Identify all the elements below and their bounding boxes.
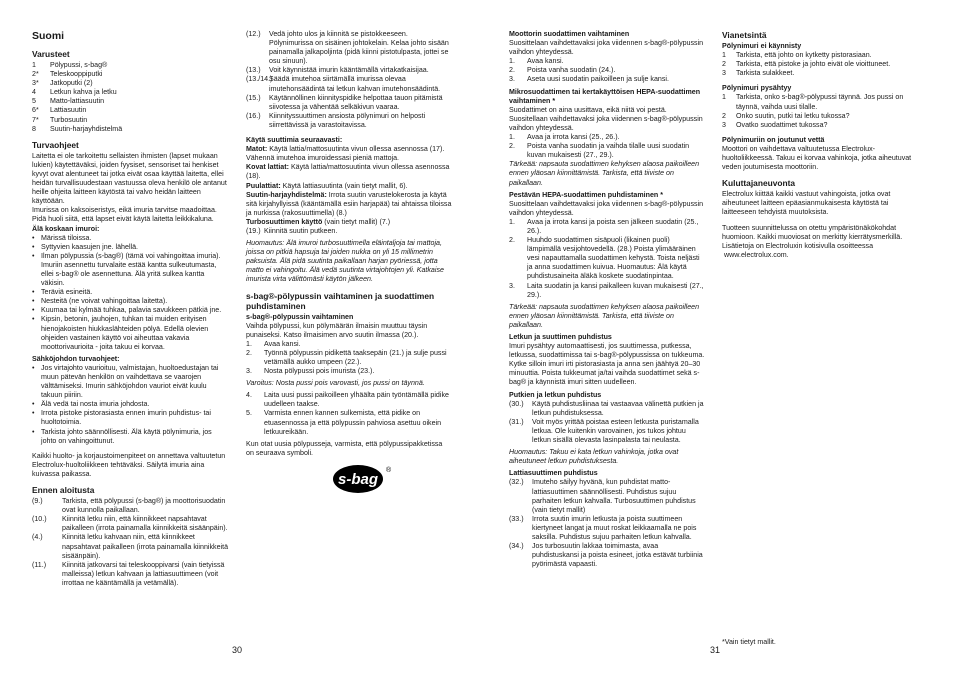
moottori-heading: Moottorin suodattimen vaihtaminen: [509, 30, 630, 38]
item-text: Poista vanha suodatin ja vaihda tilalle uusi suodatin kuvan mukaisesti (27., 29.).: [527, 142, 690, 160]
item-text: Laita uusi pussi paikoilleen ylhäälta päin työntämällä pidike uudelleen taakse.: [264, 391, 449, 409]
list-item: [722, 51, 922, 60]
item-text: Avaa kansi.: [527, 57, 564, 66]
item-number: 1: [32, 61, 36, 69]
item-text: Käytä puhdistusliinaa tai vastaavaa välinettä putkien ja letkun puhdistuksessa.: [532, 399, 704, 417]
list-item: [246, 391, 452, 409]
bullet-text: Syttyvien kaasujen jne. lähellä.: [41, 242, 139, 251]
item-text: Matto-lattiasuutin: [50, 97, 105, 106]
item-text: Vedä johto ulos ja kiinnitä se pistokkeeseen. Pölynimurissa on sisäinen johtokelain. Kelaa johto sisään painamalla jalkapoljinta (pidä kiinni pistotulpasta, jottei se osu sinuun).: [269, 30, 449, 66]
sbag-end-paragraph: Kun otat uusia pölypusseja, varmista, että pölypussipakketissa on seuraava symboli.: [246, 439, 443, 457]
list-item: [509, 236, 705, 281]
turbo-step: [246, 227, 452, 236]
list-item: [32, 497, 228, 515]
nozzle-usage-text: (vain tietyt mallit) (7.): [322, 217, 391, 226]
item-number: 8: [32, 124, 36, 133]
item-text: Suutin-harjayhdistelmä: [50, 124, 123, 133]
sbag-paragraph: Vaihda pölypussi, kun pölymäärän ilmaisin muuttuu täysin punaiseksi. Katso ilmaisimen arvo suutin ilmassa (20.).: [246, 321, 428, 339]
item-text: Letkun kahva ja letku: [50, 88, 117, 97]
item-number: 1.: [246, 339, 252, 348]
item-text: Käytännöllinen kiinnityspidike helpottaa tauon pitämistä siivotessa ja vähentää selkäkivun vaaraa.: [269, 93, 443, 111]
item-number: 7*: [32, 115, 39, 124]
putkien-note: Huomautus: Takuu ei kata letkun vahinkoja, jotka ovat aiheutuneet letkun puhdistuksesta.: [509, 448, 679, 466]
item-number: (10.): [32, 515, 47, 524]
bullet-item: [32, 243, 228, 252]
item-text: Voit käynnistää imurin kääntämällä virtakatkaisijaa.: [269, 66, 429, 75]
step-number: (19.): [246, 226, 261, 235]
item-number: (15.): [246, 93, 261, 102]
item-number: 5: [32, 97, 36, 106]
item-number: (32.): [509, 478, 524, 487]
column-2: [246, 30, 452, 499]
putkien-steps: [509, 400, 705, 445]
mikro-note: Tärkeää: napsauta suodattimen kehyksen alaosa paikoilleen ennen yläosan kiinnittämistä. Tarkista, että tiiviste on paikallaan.: [509, 160, 700, 187]
page-number-left: 30: [232, 645, 243, 655]
bullet-text: Älä vedä tai nosta imuria johdosta.: [41, 400, 150, 409]
bullet-text: Kuumaa tai kylmää tuhkaa, palavia savukkeen pätkiä jne.: [41, 306, 222, 315]
item-text: Kiinnitä jatkovarsi tai teleskooppivarsi (vain tietyissä malleissa) letkun kahvaan ja lattiasuuttimeen (voit irrottaa ne kääntämällä ja vetämällä).: [62, 560, 225, 587]
nozzle-usage-item: [246, 145, 452, 163]
item-text: Imuteho säilyy hyvänä, kun puhdistat matto-lattiasuuttimen säännöllisesti. Puhdistus sujuu parhaiten letkun kahvalla. Turbosuuttimen puhdistus (vain tietyt mallit): [532, 478, 696, 514]
list-item: [509, 542, 705, 569]
s-bag-logo: [328, 462, 406, 496]
huomautus-note: Huomautus: Älä imuroi turbosuuttimella eläintaljoja tai mattoja, joissa on pitkiä hapsuja tai joiden nukka on yli 15 millimetrin paksuista. Älä pidä suutinta paikallaan harjan pyöriessä, jotta matto ei vahingoitu. Älä vedä suutinta virtajohtojen yli. Katkaise imurista virta välittömästi käytön jälkeen.: [246, 239, 444, 284]
nozzle-usage-item: [246, 182, 452, 191]
ennen-list: [32, 497, 228, 588]
item-number: 1: [722, 51, 726, 60]
item-number: (16.): [246, 111, 261, 120]
nozzle-usage-label: Matot:: [246, 145, 268, 154]
item-text: Laita suodatin ja kansi paikalleen kuvan mukaisesti (27., 29.).: [527, 281, 704, 299]
moottori-paragraph: Suosittelaan vaihdettavaksi joka viidennen s-bag®-pölypussin vaihdon yhteydessä.: [509, 39, 704, 57]
list-item: [722, 112, 922, 121]
item-number: (13.): [246, 66, 261, 75]
list-item: [32, 79, 228, 88]
bullet-item: [32, 409, 228, 427]
varusteet-list: [32, 61, 228, 134]
bullet-item: [32, 315, 228, 351]
hepa-paragraph: Suosittelaan vaihdettavaksi joka viidennen s-bag®-pölypussin vaihdon yhteydessä.: [509, 199, 704, 217]
item-number: 2: [722, 111, 726, 120]
item-text: Irrota suutin imurin letkusta ja poista suuttimeen kiertyneet langat ja muut roskat leikkaamalla ne pois saksilla. Puhdistus sujuu parhaiten letkun kahvalla.: [532, 514, 697, 541]
list-item: [509, 400, 705, 418]
ei-kaynnisty-heading: Pölynimuri ei käynnisty: [722, 42, 802, 50]
steps-list: [246, 30, 452, 130]
nozzle-usage-label: Suutin-harjayhdistelmä:: [246, 190, 327, 199]
item-number: 4.: [246, 391, 252, 400]
vetta-paragraph: Moottori on vaihdettava valtuutetussa Electrolux-huoltoliikkeessä. Takuu ei korvaa vahinkoja, jotka aiheutuvat veden joutumisesta moottoriin.: [722, 144, 912, 172]
step-text: Kiinnitä suutin putkeen.: [264, 226, 338, 235]
page-title: Suomi: [32, 30, 65, 42]
item-text: Avaa kansi.: [264, 339, 301, 348]
list-item: [509, 57, 705, 66]
ala-koskaan-list: [32, 234, 228, 352]
kaikki-paragraph: Kaikki huolto- ja korjaustoimenpiteet on annettava valtuutetun Electrolux-huoltoliikkeen tehtäväksi. Säilytä imuria aina kuivassa paikassa.: [32, 451, 226, 478]
item-text: Aseta uusi suodatin paikoilleen ja sulje kansi.: [527, 75, 669, 84]
list-item: [722, 69, 922, 78]
suuttimia-heading: Käytä suuttimia seuraavasti:: [246, 136, 343, 145]
bullet-item: [32, 306, 228, 315]
bullet-item: [32, 428, 228, 446]
item-text: Avaa ja irrota kansi (25., 26.).: [527, 133, 620, 142]
lattia-steps: [509, 478, 705, 569]
item-number: (9.): [32, 497, 43, 506]
item-number: 1.: [509, 133, 515, 142]
item-number: 5.: [246, 409, 252, 418]
bullet-icon: •: [32, 251, 35, 260]
list-item: [32, 125, 228, 134]
item-number: 2.: [509, 236, 515, 245]
sbag-steps-2: [246, 391, 452, 436]
kuluttaja-paragraph: Electrolux kiittää kaikki vastuut vahingoista, jotka ovat aiheutuneet laitteen epäasianmukaisesta käytöstä tai laitteeseen tehdyistä muutoksista.: [722, 190, 891, 217]
list-item: [246, 409, 452, 436]
nozzle-usage-text: Käytä lattiasuutinta (vain tietyt mallit, 6).: [280, 181, 408, 190]
item-text: Tarkista, onko s-bag®-pölypussi täynnä. Jos pussi on täynnä, vaihda uusi tilalle.: [736, 93, 904, 111]
list-item: [722, 60, 922, 69]
column-3: [509, 30, 705, 569]
item-number: (31.): [509, 417, 524, 426]
lattia-heading: Lattiasuuttimen puhdistus: [509, 469, 598, 478]
item-number: (30.): [509, 399, 524, 408]
nozzle-usage-label: Turbosuuttimen käyttö: [246, 217, 323, 226]
bullet-item: [32, 288, 228, 297]
list-item: [509, 418, 705, 445]
list-item: [32, 97, 228, 106]
item-text: Voit myös yrittää poistaa esteen letkusta puristamalla letkua. Ole kuitenkin varovainen, jos tukos johtuu letkun sisällä olevasta lasinpalasta tai neulasta.: [532, 417, 699, 445]
bullet-icon: •: [32, 306, 35, 315]
putkien-heading: Putkien ja letkun puhdistus: [509, 390, 602, 399]
list-item: [509, 515, 705, 542]
kuluttaja-heading: Kuluttajaneuvonta: [722, 178, 796, 189]
hepa-heading: Pestävän HEPA-suodattimen puhdistaminen *: [509, 190, 663, 199]
sbag-warning: Varoitus: Nosta pussi pois varovasti, jos pussi on täynnä.: [246, 379, 425, 388]
item-text: Pölypussi, s-bag®: [50, 61, 108, 69]
ennen-heading: Ennen aloitusta: [32, 485, 95, 496]
item-text: Tarkista sulakkeet.: [736, 69, 795, 78]
item-number: 3.: [246, 367, 252, 376]
item-number: (12.): [246, 30, 261, 38]
bullet-icon: •: [32, 242, 35, 251]
item-number: 1.: [509, 57, 515, 66]
item-text: Kiinnityssuuttimen ansiosta pölynimuri on helposti siirrettävissä ja varastoitavissa.: [269, 111, 426, 129]
item-text: Nosta pölypussi pois imurista (23.).: [264, 367, 375, 376]
bullet-item: [32, 400, 228, 409]
list-item: [509, 66, 705, 75]
bullet-text: Irrota pistoke pistorasiasta ennen imurin puhdistus- tai huoltotoimia.: [41, 409, 211, 427]
list-item: [32, 561, 228, 588]
bullet-text: Ilman pölypussia (s-bag®) (tämä voi vahingoittaa imuria). Imuriin asennettu turvalaite estää kantta sulkeutumasta, ellei s-bag® ole asennettuna. Älä yritä sulkea kantta väkisin.: [41, 251, 221, 288]
bullet-icon: •: [32, 409, 35, 418]
mikro-steps: [509, 133, 705, 160]
item-number: 2.: [246, 348, 252, 357]
list-item: [246, 340, 452, 349]
pysahtyy-list: [722, 93, 922, 129]
turvaohjeet-heading: Turvaohjeet: [32, 139, 79, 150]
list-item: [246, 30, 452, 66]
list-item: [246, 66, 452, 75]
item-number: 3.: [509, 75, 515, 84]
list-item: [32, 116, 228, 125]
letkun-heading: Letkun ja suuttimen puhdistus: [509, 333, 612, 341]
vianetsinta-heading: Vianetsintä: [722, 30, 767, 40]
sahko-heading: Sähköjohdon turvaohjeet:: [32, 354, 120, 363]
letkun-paragraph: Imuri pysähtyy automaattisesti, jos suuttimessa, putkessa, letkussa, suodattimissa tai s-bag®-pölypussissa on tukkeuma. Kytke silloin imuri irti pistorasiasta ja anna sen jäähtyä 20–30 minuuttia. Poista tukkeumat ja/tai vaihda suodattimet sekä s-bag® ja käynnistä imuri sitten uudelleen.: [509, 342, 705, 387]
bullet-icon: •: [32, 297, 35, 306]
nozzle-usage-text: Käytä lattia/mattosuutinta vivun ollessa asennossa (17). Vähennä imutehoa imuroidessasi pieniä mattoja.: [246, 145, 445, 163]
list-item: [32, 106, 228, 115]
pysahtyy-heading: Pölynimuri pysähtyy: [722, 84, 792, 93]
nozzle-usage-item: [246, 218, 452, 227]
column-1: [32, 30, 228, 588]
sbag-subheading: s-bag®-pölypussin vaihtaminen: [246, 312, 354, 321]
item-number: 6*: [32, 106, 39, 115]
bullet-item: [32, 234, 228, 243]
nozzle-usage-text: Käytä lattia/mattosuutinta vivun ollessa asennossa (18).: [246, 163, 450, 181]
kuluttaja-paragraph-2: Tuotteen suunnittelussa on otettu ympäristönäkökohdat huomioon. Kaikki muoviosat on merkitty kierrätysmerkillä. Lisätietoja on Electroluxin kotisivulla osoitteessa: [722, 223, 903, 250]
ala-koskaan-heading: Älä koskaan imuroi:: [32, 224, 100, 233]
item-number: 1.: [509, 217, 515, 226]
item-text: Tarkista, että pistoke ja johto eivät ole vioittuneet.: [736, 60, 891, 69]
bullet-text: Tarkista johto säännöllisesti. Älä käytä pölynimuria, jos johto on vahingoittunut.: [41, 427, 212, 445]
bullet-icon: •: [32, 315, 35, 324]
bullet-text: Märissä tiloissa.: [41, 233, 92, 242]
list-item: [509, 75, 705, 84]
item-text: Teleskooppiputki: [50, 70, 103, 79]
list-item: [509, 133, 705, 142]
item-text: Huuhdo suodattimen sisäpuoli (likainen puoli) lämpimällä vesijohtovedellä. (28.) Poista ylimääräinen vesi napauttamalla suodattimen kehystä. Toista neljästi ja anna suodattimen kuivua. Huomautus: Älä käytä puhdistusaineita äläkä koskete suodatinpintaa.: [527, 236, 700, 281]
item-number: (34.): [509, 542, 524, 551]
list-item: [722, 121, 922, 130]
item-number: 1: [722, 93, 726, 102]
s-bag-logo-mark: ®: [386, 466, 392, 474]
list-item: [32, 70, 228, 79]
ei-kaynnisty-list: [722, 51, 922, 78]
bullet-icon: •: [32, 363, 35, 372]
hepa-note: Tärkeää: napsauta suodattimen kehyksen alaosa paikoilleen ennen yläosan kiinnittämistä. Tarkista, että tiiviste on paikallaan.: [509, 302, 700, 329]
item-text: Ovatko suodattimet tukossa?: [736, 120, 828, 129]
item-number: 3.: [509, 281, 515, 290]
bullet-text: Jos virtajohto vaurioituu, valmistajan, huoltoedustajan tai muun pätevän henkilön on vaihdettava se vaarojen välttämiseksi. Imurin sähköjohdon vauriot eivät kuulu takuun piiriin.: [41, 363, 219, 400]
nozzle-usage-item: [246, 163, 452, 181]
item-number: 3: [722, 69, 726, 78]
item-number: 2.: [509, 66, 515, 75]
list-item: [32, 88, 228, 97]
bullet-item: [32, 364, 228, 400]
page-number-right: 31: [710, 645, 721, 655]
item-text: Turbosuutin: [50, 115, 88, 124]
item-text: Poista vanha suodatin (24.).: [527, 66, 616, 75]
turvaohjeet-paragraph: Laitetta ei ole tarkoitettu sellaisten ihmisten (lapset mukaan lukien) käytettäväksi, joiden fyysiset, sensoriset tai henkiset kyvyt ovat alentuneet tai jotka eivät osaa käyttää laitetta, ellei heidän turvallisuudestaan vastuussa oleva henkilö ole antanut heille ohjeita laitteen käytöstä tai valvo heidän laitteen käyttöään.: [32, 151, 227, 206]
bullet-icon: •: [32, 288, 35, 297]
item-text: Avaa ja irrota kansi ja poista sen jälkeen suodatin (25., 26.).: [527, 217, 699, 235]
bullet-text: Teräviä esineitä.: [41, 288, 93, 297]
nozzle-usage-text: Irrota suutin varustelokerosta ja käytä sitä kirjahyllyissä (kääntämällä esiin harjapää) tai ahtaissa tiloissa ja nurkissa (rakosuuttimella) (8.): [246, 190, 452, 217]
bullet-item: [32, 297, 228, 306]
list-item: [246, 94, 452, 112]
item-number: 2*: [32, 70, 39, 79]
website-link[interactable]: www.electrolux.com.: [724, 250, 789, 259]
bullet-icon: •: [32, 233, 35, 242]
item-number: (33.): [509, 514, 524, 523]
bullet-text: Kipsin, betonin, jauhojen, tuhkan tai muiden erityisen hienojakoisten hiukkaslähteiden pölyä. Edellä olevien ohjeiden vastainen käyttö voi aiheuttaa vakavia moottorivaurioita - joita takuu ei korvaa.: [41, 315, 209, 351]
list-item: [32, 61, 228, 70]
item-text: Tarkista, että pölypussi (s-bag®) ja moottorisuodatin ovat kunnolla paikallaan.: [62, 497, 226, 515]
list-item: [246, 112, 452, 130]
list-item: [246, 349, 452, 367]
item-number: 2.: [509, 142, 515, 151]
hepa-steps: [509, 218, 705, 300]
list-item: [722, 93, 922, 111]
list-item: [246, 75, 452, 93]
bullet-text: Nesteitä (ne voivat vahingoittaa laitetta).: [41, 297, 168, 306]
list-item: [509, 478, 705, 514]
item-number: 3*: [32, 79, 39, 88]
list-item: [509, 218, 705, 236]
item-text: Jatkoputki (2): [50, 79, 93, 88]
item-number: (11.): [32, 560, 47, 569]
sahko-list: [32, 364, 228, 446]
bullet-icon: •: [32, 427, 35, 436]
bullet-icon: •: [32, 400, 35, 409]
sbag-steps: [246, 340, 452, 376]
item-number: 2: [722, 60, 726, 69]
nozzle-usage-label: Kovat lattiat:: [246, 163, 289, 172]
item-text: Säädä imutehoa siirtämällä imurissa olevaa imutehonsäädintä tai letkun kahvan imutehonsäädintä.: [269, 75, 441, 93]
bullet-item: [32, 252, 228, 288]
list-item: [32, 515, 228, 533]
footnote: *Vain tietyt mallit.: [722, 638, 776, 646]
column-4: [722, 30, 922, 260]
mikro-paragraph: Suodattimet on aina uusittava, eikä niitä voi pestä. Suositellaan vaihdettavaksi joka viidennen s-bag®-pölypussin vaihdon yhteydessä.: [509, 105, 703, 132]
item-text: Jos turbosuutin lakkaa toimimasta, avaa puhdistuskansi ja poista esineet, jotka estävät turbiinia pyörimästä vapaasti.: [532, 542, 703, 569]
sbag-heading: s-bag®-pölypussin vaihtaminen ja suodattimen puhdistaminen: [246, 290, 435, 311]
varusteet-heading: Varusteet: [32, 49, 70, 59]
list-item: [509, 282, 705, 300]
list-item: [509, 142, 705, 160]
s-bag-logo-text: s-bag: [337, 470, 379, 488]
list-item: [246, 367, 452, 376]
moottori-steps: [509, 57, 705, 84]
mikro-heading: Mikrosuodattimen tai kertakäyttöisen HEPA-suodattimen vaihtaminen *: [509, 87, 701, 105]
item-text: Työnnä pölypussin pidikettä taaksepäin (21.) ja sulje pussi vetämällä aukko umpeen (22.).: [264, 348, 447, 366]
list-item: [32, 533, 228, 560]
item-number: (4.): [32, 533, 43, 542]
item-text: Kiinnitä letku niin, että kiinnikkeet napsahtavat paikalleen (irrota painamalla kiinnikkeitä sisäänpäin).: [62, 515, 228, 533]
suuttimia-list: [246, 145, 452, 227]
item-text: Onko suutin, putki tai letku tukossa?: [736, 111, 850, 120]
item-number: (13./14.): [246, 75, 273, 84]
item-text: Tarkista, että johto on kytketty pistorasiaan.: [736, 51, 872, 60]
vetta-heading: Pölynimuriin on joutunut vettä: [722, 135, 825, 144]
item-text: Lattiasuutin: [50, 106, 87, 115]
item-text: Kiinnitä letku kahvaan niin, että kiinnikkeet napsahtavat paikalleen (irrota painamalla kiinnikkeitä sisäänpäin).: [62, 533, 229, 560]
nozzle-usage-item: [246, 191, 452, 218]
item-number: 3: [722, 120, 726, 129]
nozzle-usage-label: Puulattiat:: [246, 181, 281, 190]
turvaohjeet-paragraph-2: Imurissa on kaksoiseristys, eikä imuria tarvitse maadoittaa. Pidä huoli siitä, että lapset eivät käytä laitetta leikkikaluna.: [32, 206, 217, 224]
item-text: Varmista ennen kannen sulkemista, että pidike on etuasennossa ja että pölypussin pahviosa asettuu oikein letkuureikään.: [264, 409, 442, 436]
item-number: 4: [32, 88, 36, 97]
